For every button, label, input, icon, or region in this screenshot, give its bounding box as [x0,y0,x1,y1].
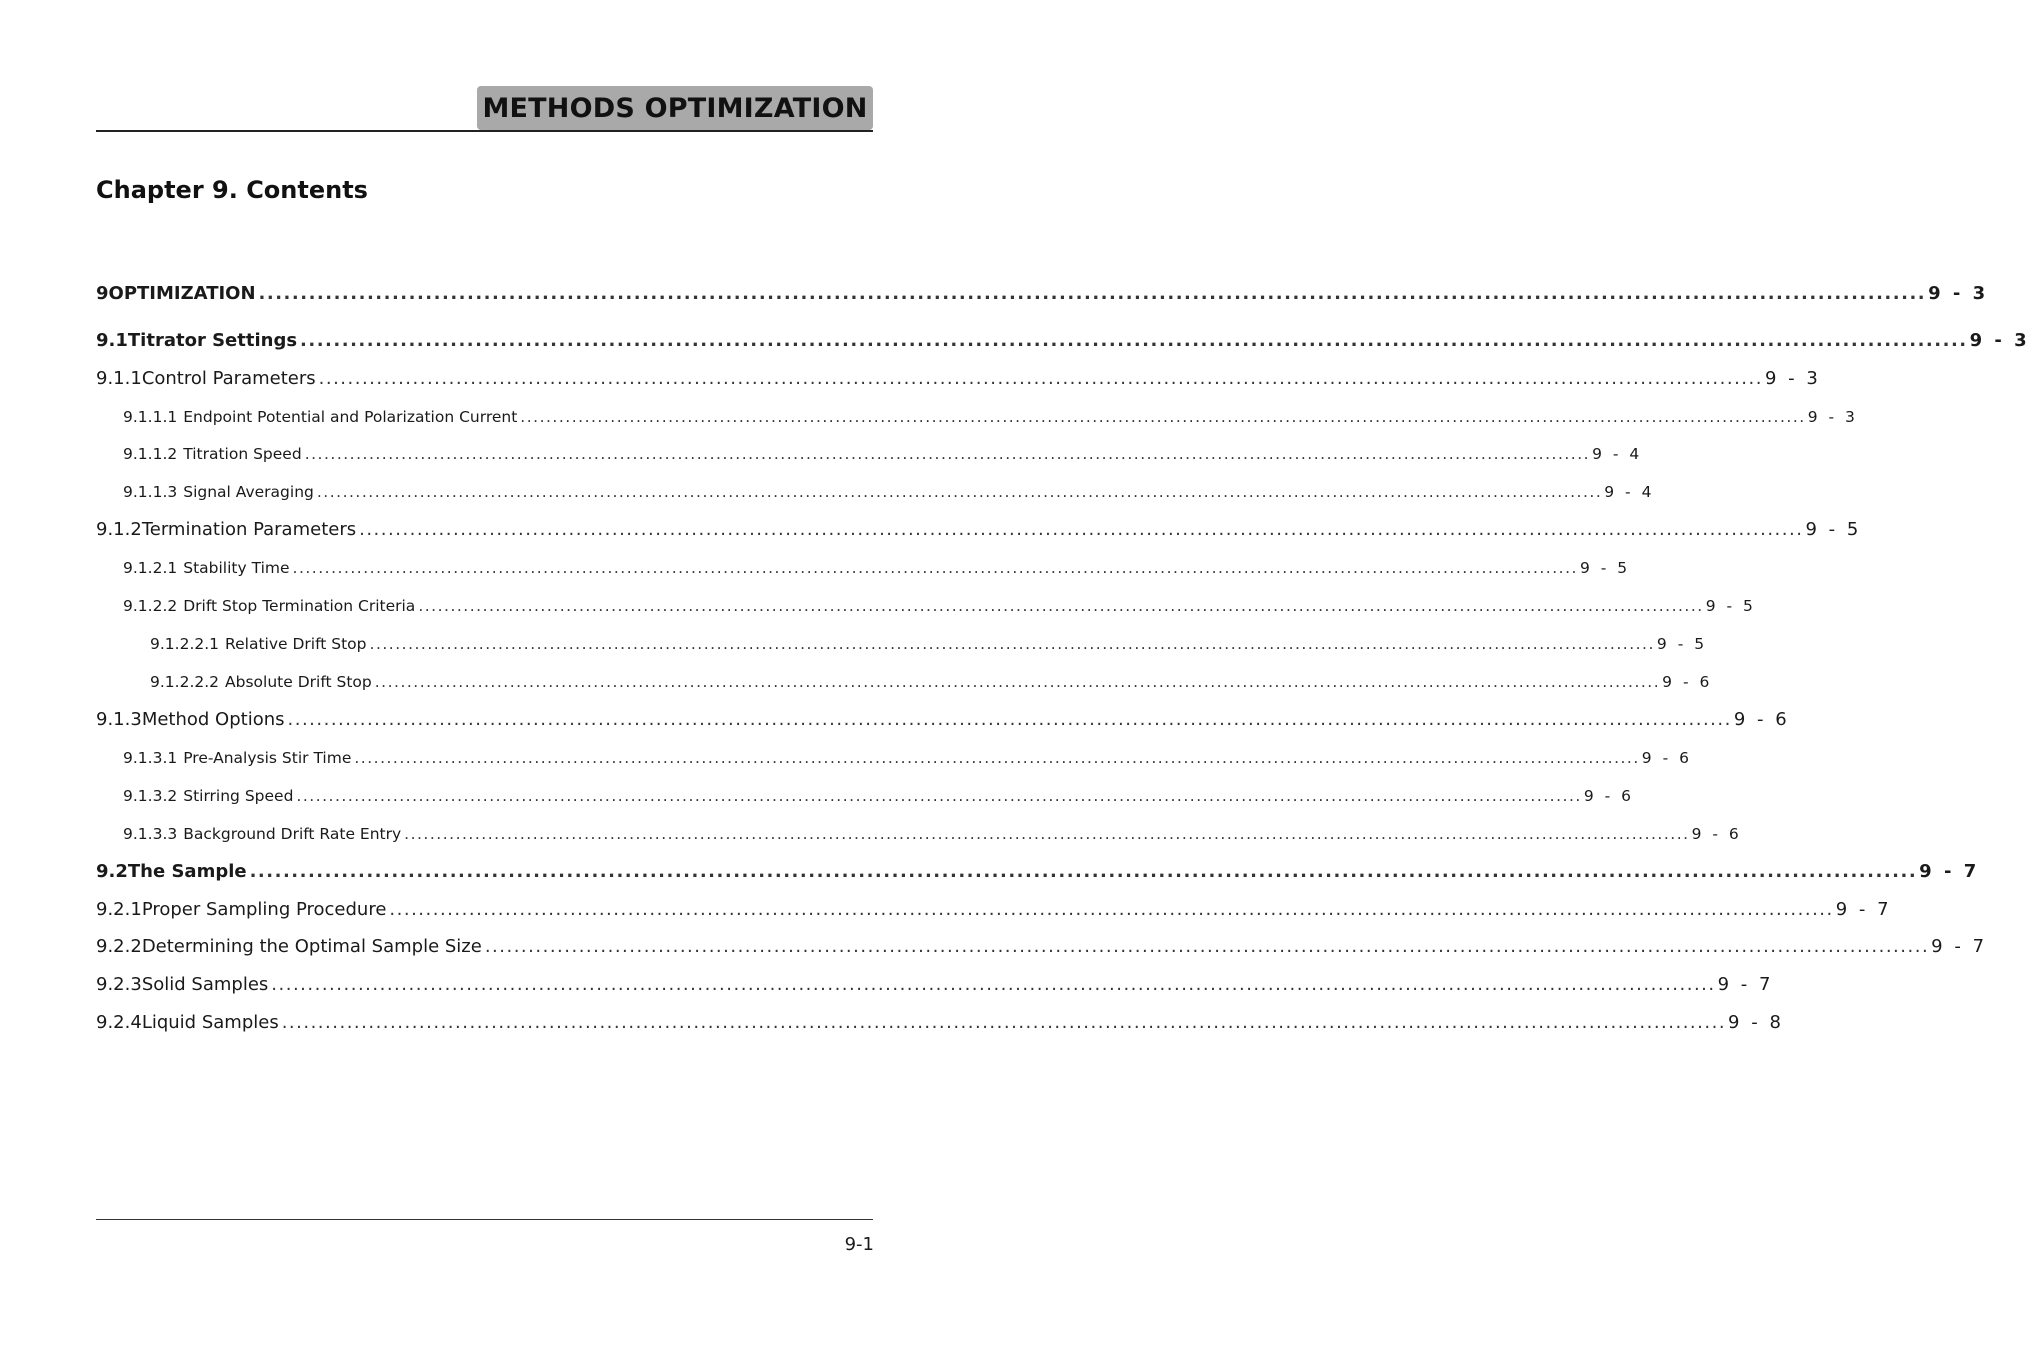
toc-leader-dots: ........................................................................................................................................................................................................ [318,368,1763,389]
toc-entry-number: 9.1.2.2 [123,597,178,615]
toc-entry-title: Method Options [141,709,285,730]
toc-leader-dots: ........................................................................................................................................................................................................ [292,559,1578,577]
toc-entry-page: 9 - 7 [1919,861,1977,882]
toc-entry-title: Solid Samples [141,974,269,995]
toc-leader-dots: ........................................................................................................................................................................................................ [304,445,1591,463]
toc-entry-number: 9.1 [96,330,128,351]
toc-entry-number: 9.2.2 [96,936,142,957]
toc-entry-title: Liquid Samples [141,1012,279,1033]
toc-leader-dots: ........................................................................................................................................................................................................ [484,936,1930,957]
toc-entry[interactable] [123,822,1739,846]
toc-entry-number: 9.1.1.1 [123,408,178,426]
chapter-title: Chapter 9. Contents [96,176,368,204]
toc-entry[interactable] [123,784,1631,808]
toc-leader-dots: ........................................................................................................................................................................................................ [300,330,1968,351]
toc-entry-number: 9.2.1 [96,899,142,920]
toc-entry-number: 9.2 [96,861,128,882]
toc-entry-number: 9.1.1 [96,368,142,389]
toc-entry-number: 9.1.3 [96,709,142,730]
toc-entry[interactable] [123,442,1640,466]
toc-entry-number: 9.1.2.2.2 [150,673,220,691]
toc-leader-dots: ........................................................................................................................................................................................................ [520,408,1806,426]
toc-entry-page: 9 - 3 [1928,283,1986,304]
toc-leader-dots: ........................................................................................................................................................................................................ [354,749,1640,767]
toc-leader-dots: ........................................................................................................................................................................................................ [296,787,1582,805]
toc-entry-page: 9 - 5 [1579,559,1628,577]
toc-entry[interactable] [150,632,1705,656]
toc-entry-page: 9 - 4 [1592,445,1640,463]
toc-entry-page: 9 - 4 [1604,483,1652,501]
toc-entry-title: Control Parameters [141,368,316,389]
toc-entry-page: 9 - 6 [1662,673,1710,691]
toc-leader-dots: ........................................................................................................................................................................................................ [281,1012,1727,1033]
toc-entry-page: 9 - 8 [1728,1012,1781,1033]
toc-entry-number: 9.2.3 [96,974,142,995]
toc-entry-title: Determining the Optimal Sample Size [141,936,482,957]
toc-entry-page: 9 - 6 [1583,787,1631,805]
toc-entry[interactable] [123,594,1753,618]
toc-leader-dots: ........................................................................................................................................................................................................ [287,709,1732,730]
toc-leader-dots: ........................................................................................................................................................................................................ [418,597,1704,615]
toc-entry[interactable] [123,746,1689,770]
toc-entry-number: 9.1.3.2 [123,787,178,805]
toc-entry-title: Endpoint Potential and Polarization Current [183,408,518,426]
toc-entry-title: Titration Speed [183,445,302,463]
toc-leader-dots: ........................................................................................................................................................................................................ [369,635,1655,653]
footer-rule [96,1219,873,1220]
toc-entry-title: Signal Averaging [183,483,314,501]
toc-entry-page: 9 - 7 [1835,899,1889,920]
toc-entry-page: 9 - 5 [1656,635,1705,653]
toc-entry-number: 9.2.4 [96,1012,142,1033]
toc-entry[interactable] [96,860,1977,884]
toc-entry[interactable] [123,556,1628,580]
toc-entry-page: 9 - 5 [1705,597,1753,615]
toc-entry-number: 9.1.3.1 [123,749,178,767]
toc-entry-title: Termination Parameters [141,519,357,540]
toc-entry-title: Background Drift Rate Entry [183,825,402,843]
toc-entry[interactable] [96,935,1985,959]
toc-leader-dots: ........................................................................................................................................................................................................ [258,283,1927,304]
toc-entry-number: 9.1.1.3 [123,483,178,501]
toc-entry-page: 9 - 3 [1764,368,1818,389]
toc-entry-number: 9.1.3.3 [123,825,178,843]
toc-entry-title: Absolute Drift Stop [225,673,372,691]
toc-entry[interactable] [96,1011,1781,1035]
toc-entry-title: The Sample [127,861,247,882]
toc-entry[interactable] [96,898,1889,922]
toc-leader-dots: ........................................................................................................................................................................................................ [374,673,1661,691]
toc-leader-dots: ........................................................................................................................................................................................................ [359,519,1804,540]
toc-leader-dots: ........................................................................................................................................................................................................ [271,974,1716,995]
toc-entry[interactable] [96,329,2027,353]
toc-leader-dots: ........................................................................................................................................................................................................ [316,483,1603,501]
toc-leader-dots: ........................................................................................................................................................................................................ [249,861,1918,882]
toc-entry-page: 9 - 6 [1733,709,1787,730]
toc-entry-number: 9 [96,283,109,304]
toc-entry-title: OPTIMIZATION [108,283,256,304]
toc-entry-page: 9 - 5 [1805,519,1859,540]
toc-entry[interactable] [96,708,1787,732]
toc-entry-title: Drift Stop Termination Criteria [183,597,416,615]
toc-entry-number: 9.1.2 [96,519,142,540]
toc-entry-page: 9 - 6 [1641,749,1689,767]
toc-entry-title: Proper Sampling Procedure [141,899,387,920]
toc-entry-number: 9.1.2.2.1 [150,635,220,653]
toc-entry[interactable] [123,480,1652,504]
toc-entry-title: Relative Drift Stop [225,635,367,653]
toc-entry[interactable] [150,670,1710,694]
toc-entry-page: 9 - 3 [1969,330,2027,351]
page-number: 9-1 [844,1234,874,1255]
toc-entry-page: 9 - 3 [1807,408,1855,426]
toc-entry-number: 9.1.2.1 [123,559,178,577]
toc-entry[interactable] [96,973,1771,997]
toc-entry-title: Pre-Analysis Stir Time [183,749,352,767]
section-header-title: METHODS OPTIMIZATION [482,92,868,124]
toc-entry-title: Stability Time [183,559,290,577]
toc-entry[interactable] [96,282,1986,306]
toc-entry[interactable] [123,405,1855,429]
toc-leader-dots: ........................................................................................................................................................................................................ [389,899,1834,920]
toc-entry[interactable] [96,518,1859,542]
toc-entry-title: Titrator Settings [127,330,298,351]
toc-entry-page: 9 - 7 [1717,974,1771,995]
toc-entry-page: 9 - 6 [1691,825,1739,843]
toc-leader-dots: ........................................................................................................................................................................................................ [404,825,1690,843]
toc-entry-number: 9.1.1.2 [123,445,178,463]
toc-entry-page: 9 - 7 [1931,936,1985,957]
toc-entry-title: Stirring Speed [183,787,294,805]
toc-entry[interactable] [96,367,1818,391]
